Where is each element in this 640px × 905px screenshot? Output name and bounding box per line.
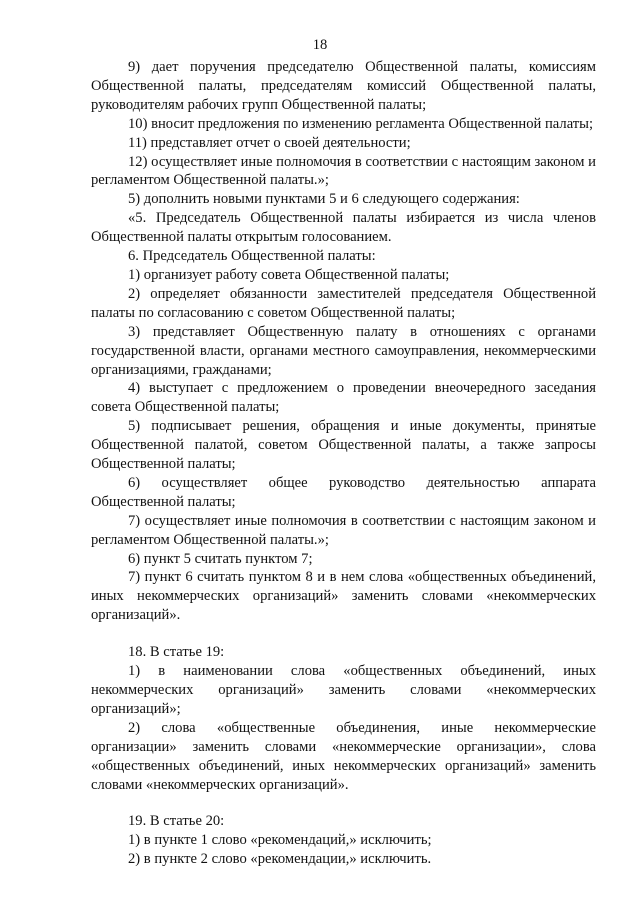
paragraph-quote-5: «5. Председатель Общественной палаты избирается из числа членов Общественной палаты открытым голосованием. (91, 210, 596, 246)
paragraph-art19-1: 1) в наименовании слова «общественных объединений, иных некоммерческих организаций» заменить словами «некоммерческих организаций»; (91, 663, 596, 717)
paragraph-quote-6: 6. Председатель Общественной палаты: (128, 248, 376, 265)
paragraph-amend-5: 5) дополнить новыми пунктами 5 и 6 следующего содержания: (128, 191, 520, 208)
paragraph-item-11: 11) представляет отчет о своей деятельности; (128, 134, 411, 151)
paragraph-amend-7: 7) пункт 6 считать пунктом 8 и в нем слова «общественных объединений, иных некоммерческих организаций» заменить словами «некоммерческих организаций». (91, 569, 596, 624)
paragraph-item-12: 12) осуществляет иные полномочия в соответствии с настоящим законом и регламентом Общественной палаты.»; (91, 153, 596, 189)
paragraph-chair-6: 6) осуществляет общее руководство деятельностью аппарата Общественной палаты; (91, 474, 596, 510)
section-gap (91, 625, 596, 643)
paragraph-amend-6: 6) пункт 5 считать пунктом 7; (128, 550, 313, 567)
section-heading-article-20: 19. В статье 20: (128, 813, 225, 830)
paragraph-art20-2: 2) в пункте 2 слово «рекомендации,» исключить. (128, 851, 432, 868)
page-number: 18 (312, 37, 328, 53)
paragraph-art19-2: 2) слова «общественные объединения, иные некоммерческие организации» заменить словами «некоммерческие организации», слова «общественных объединений, иных некоммерческих организаций» заменить словами «некоммерческих организаций». (91, 719, 596, 793)
section-gap (91, 794, 596, 812)
paragraph-chair-5: 5) подписывает решения, обращения и иные документы, принятые Общественной палатой, советом Общественной палаты, а также запросы Общественной палаты; (91, 418, 596, 473)
document-body (91, 58, 596, 869)
section-heading-article-19: 18. В статье 19: (128, 644, 225, 661)
paragraph-item-9: 9) дает поручения председателю Общественной палаты, комиссиям Общественной палаты, председателям комиссий Общественной палаты, руководителям рабочих групп Общественной палаты; (91, 59, 596, 113)
paragraph-art20-1: 1) в пункте 1 слово «рекомендаций,» исключить; (128, 832, 432, 849)
paragraph-chair-4: 4) выступает с предложением о проведении внеочередного заседания совета Общественной палаты; (91, 380, 596, 416)
paragraph-chair-3: 3) представляет Общественную палату в отношениях с органами государственной власти, органами местного самоуправления, некоммерческими организациями, гражданами; (91, 323, 596, 378)
paragraph-chair-1: 1) организует работу совета Общественной палаты; (128, 266, 450, 283)
paragraph-chair-7: 7) осуществляет иные полномочия в соответствии с настоящим законом и регламентом Общественной палаты.»; (91, 512, 596, 548)
paragraph-chair-2: 2) определяет обязанности заместителей председателя Общественной палаты по согласованию с советом Общественной палаты; (91, 285, 596, 321)
paragraph-item-10: 10) вносит предложения по изменению регламента Общественной палаты; (128, 115, 594, 132)
